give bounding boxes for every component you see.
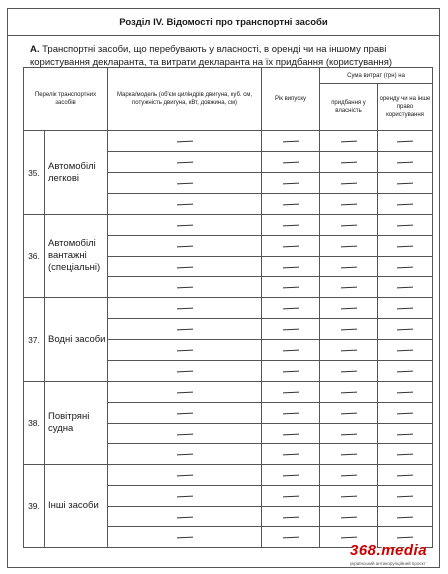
row-label: Повітряні судна: [45, 382, 108, 465]
dash-cell-model: [108, 403, 262, 424]
dash-cell-model: [108, 424, 262, 444]
dash-cell-purchase: [320, 361, 378, 382]
dash-cell-year: [262, 340, 320, 361]
dash-cell-year: [262, 527, 320, 548]
dash-cell-model: [108, 215, 262, 236]
dash-cell-model: [108, 131, 262, 152]
row-label: Водні засоби: [45, 298, 108, 382]
subsection-text: Транспортні засоби, що перебувають у власності, в оренді чи на іншому праві користування декларанта, та витрати декларанта на їх придбання (користування): [30, 44, 393, 68]
table-body: [24, 131, 433, 548]
dash-cell-rent: [378, 236, 433, 257]
section-title: Розділ IV. Відомості про транспортні засоби: [8, 9, 439, 36]
dash-cell-year: [262, 173, 320, 194]
dash-cell-rent: [378, 382, 433, 403]
dash-cell-year: [262, 152, 320, 173]
dash-cell-year: [262, 319, 320, 340]
row-number: 37.: [24, 298, 45, 382]
header-list: Перелік транспортних засобів: [24, 68, 108, 131]
dash-cell-year: [262, 194, 320, 215]
dash-cell-year: [262, 277, 320, 298]
dash-cell-rent: [378, 486, 433, 507]
vehicles-table: [23, 67, 433, 548]
dash-cell-rent: [378, 361, 433, 382]
watermark-brand: 368.media: [350, 542, 428, 559]
dash-cell-year: [262, 507, 320, 527]
dash-cell-purchase: [320, 194, 378, 215]
dash-cell-purchase: [320, 465, 378, 486]
dash-cell-model: [108, 173, 262, 194]
table-row: [24, 298, 433, 319]
dash-cell-purchase: [320, 152, 378, 173]
row-number: 39.: [24, 465, 45, 548]
dash-cell-purchase: [320, 236, 378, 257]
dash-cell-purchase: [320, 257, 378, 277]
dash-cell-rent: [378, 173, 433, 194]
dash-cell-purchase: [320, 486, 378, 507]
dash-cell-year: [262, 257, 320, 277]
header-year: Рік випуску: [262, 68, 320, 131]
table-row: [24, 131, 433, 152]
dash-cell-year: [262, 236, 320, 257]
dash-cell-rent: [378, 298, 433, 319]
table-row: [24, 382, 433, 403]
dash-cell-rent: [378, 257, 433, 277]
watermark-logo: [336, 542, 446, 572]
row-label: Автомобілі вантажні (спеціальні): [45, 215, 108, 298]
subsection-letter: А.: [30, 44, 40, 55]
dash-cell-model: [108, 340, 262, 361]
dash-cell-rent: [378, 507, 433, 527]
dash-cell-purchase: [320, 277, 378, 298]
table-row: [24, 215, 433, 236]
dash-cell-rent: [378, 194, 433, 215]
dash-cell-purchase: [320, 403, 378, 424]
dash-cell-purchase: [320, 131, 378, 152]
dash-cell-purchase: [320, 340, 378, 361]
dash-cell-year: [262, 403, 320, 424]
row-label: Інші засоби: [45, 465, 108, 548]
dash-cell-model: [108, 194, 262, 215]
dash-cell-model: [108, 298, 262, 319]
dash-cell-model: [108, 319, 262, 340]
dash-cell-rent: [378, 465, 433, 486]
dash-cell-model: [108, 257, 262, 277]
dash-cell-model: [108, 527, 262, 548]
dash-cell-year: [262, 382, 320, 403]
dash-cell-model: [108, 277, 262, 298]
dash-cell-year: [262, 424, 320, 444]
dash-cell-model: [108, 236, 262, 257]
dash-cell-rent: [378, 152, 433, 173]
header-purchase: придбання у власність: [320, 84, 378, 131]
row-number: 36.: [24, 215, 45, 298]
dash-cell-model: [108, 382, 262, 403]
dash-cell-purchase: [320, 173, 378, 194]
dash-cell-purchase: [320, 424, 378, 444]
dash-cell-purchase: [320, 298, 378, 319]
dash-cell-rent: [378, 424, 433, 444]
dash-cell-rent: [378, 215, 433, 236]
header-rent: оренду чи на інше право користування: [378, 84, 433, 131]
dash-cell-rent: [378, 277, 433, 298]
dash-cell-year: [262, 465, 320, 486]
dash-cell-year: [262, 215, 320, 236]
dash-cell-year: [262, 486, 320, 507]
dash-cell-year: [262, 298, 320, 319]
dash-cell-model: [108, 465, 262, 486]
dash-cell-rent: [378, 444, 433, 465]
dash-cell-year: [262, 361, 320, 382]
dash-cell-rent: [378, 403, 433, 424]
row-number: 35.: [24, 131, 45, 215]
dash-cell-model: [108, 444, 262, 465]
dash-cell-rent: [378, 319, 433, 340]
dash-cell-purchase: [320, 319, 378, 340]
dash-cell-model: [108, 361, 262, 382]
table-row: [24, 465, 433, 486]
dash-cell-model: [108, 486, 262, 507]
dash-cell-model: [108, 507, 262, 527]
dash-cell-purchase: [320, 215, 378, 236]
dash-cell-model: [108, 152, 262, 173]
row-label: Автомобілі легкові: [45, 131, 108, 215]
dash-cell-purchase: [320, 444, 378, 465]
dash-cell-rent: [378, 131, 433, 152]
subsection-title: [30, 44, 430, 69]
dash-cell-purchase: [320, 507, 378, 527]
header-model: Марка/модель (об'єм циліндрів двигуна, куб. см, потужність двигуна, кВт, довжина, см): [108, 68, 262, 131]
row-number: 38.: [24, 382, 45, 465]
dash-cell-purchase: [320, 382, 378, 403]
dash-cell-rent: [378, 340, 433, 361]
dash-cell-year: [262, 131, 320, 152]
dash-cell-year: [262, 444, 320, 465]
header-costs: Сума витрат (грн) на: [320, 68, 433, 84]
watermark-tagline: український антикорупційний проєкт: [350, 561, 426, 566]
